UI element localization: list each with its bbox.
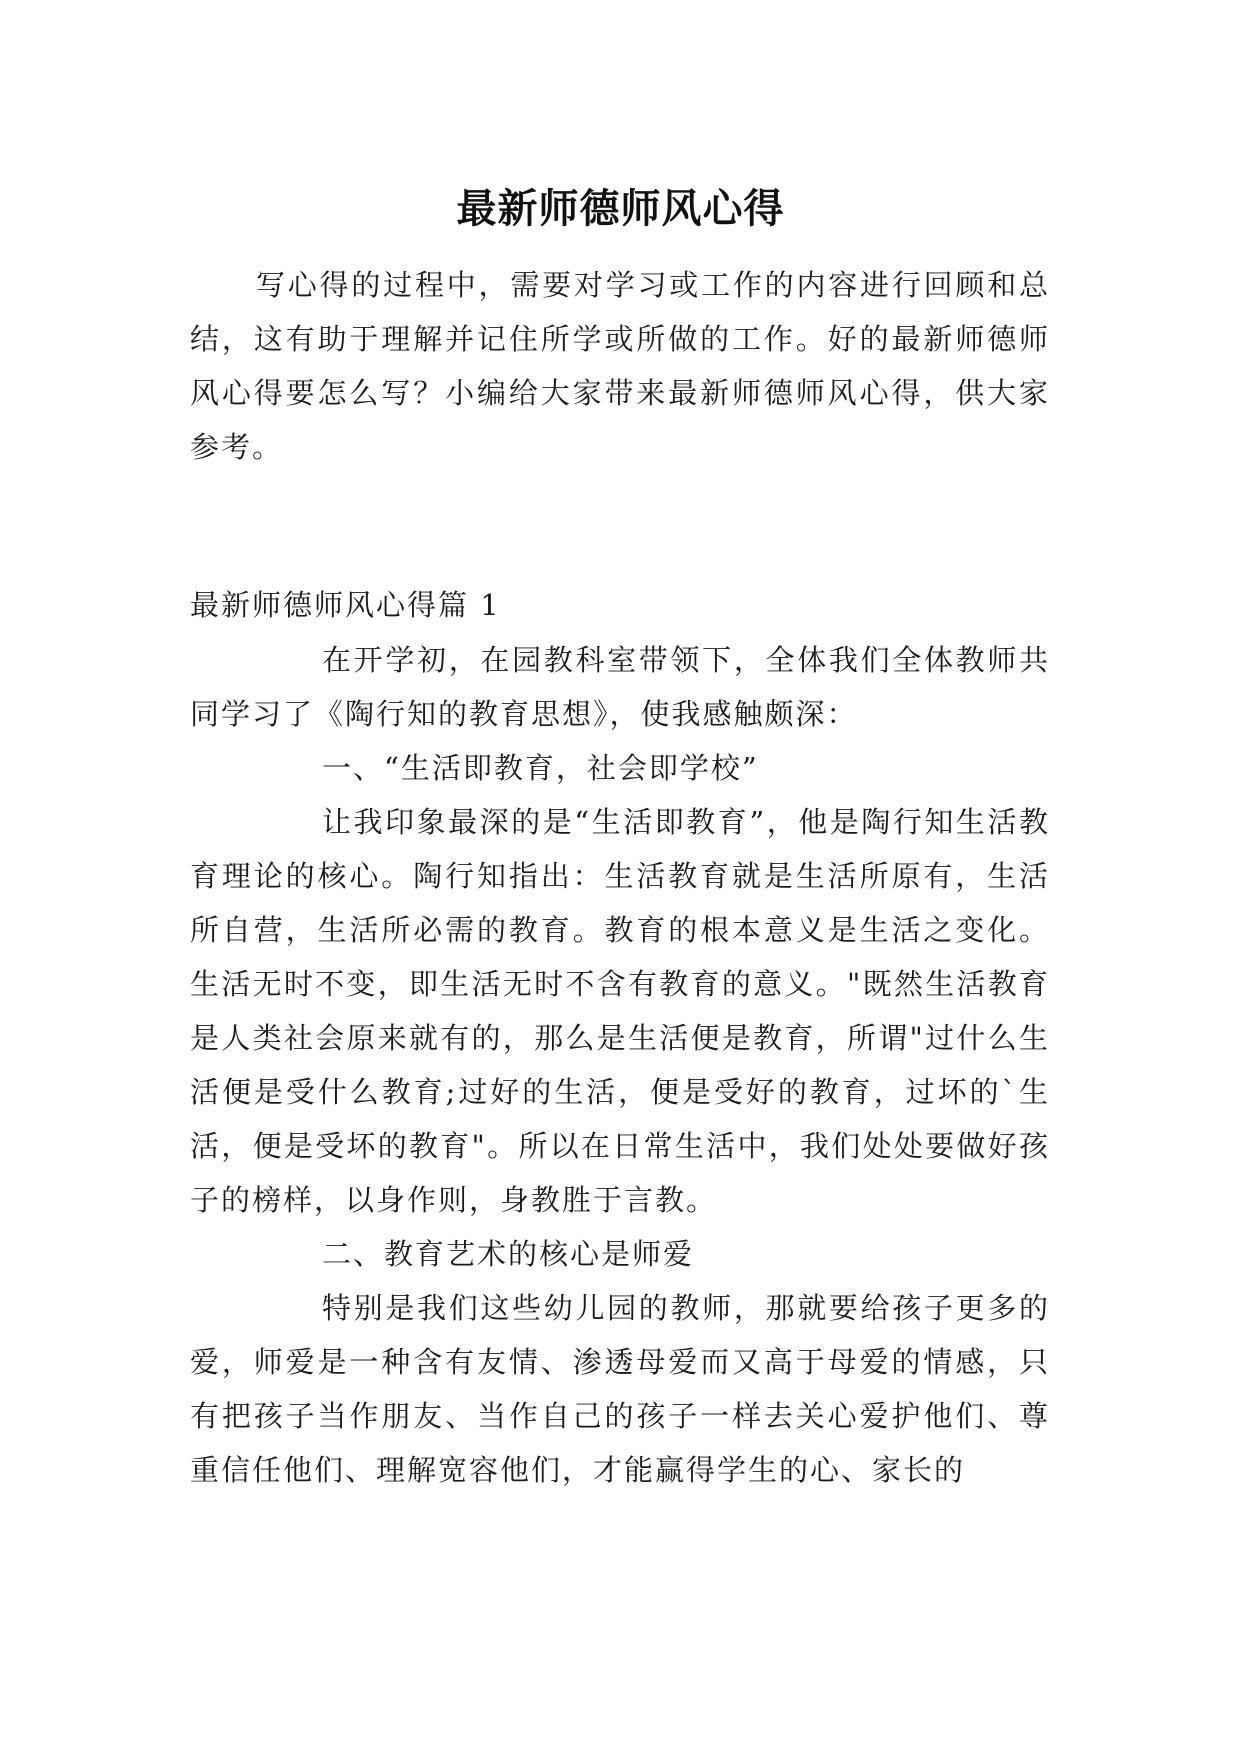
subheading: 二、教育艺术的核心是师爱 xyxy=(322,1237,695,1271)
paragraph: 让我印象最深的是“生活即教育”，他是陶行知生活教育理论的核心。陶行知指出：生活教育就是生活所原有，生活所自营，生活所必需的教育。教育的根本意义是生活之变化。生活无时不变，即生活无时不含有教育的意义。"既然生活教育是人类社会原来就有的，那么是生活便是教育，所谓"过什么生活便是受什么教育;过好的生活，便是受好的教育，过坏的`生活，便是受坏的教育"。所以在日常生活中，我们处处要做好孩子的榜样，以身作则，身教胜于言教。 xyxy=(190,805,1050,1217)
article-body xyxy=(190,633,1050,1497)
paragraph: 特别是我们这些幼儿园的教师，那就要给孩子更多的爱，师爱是一种含有友情、渗透母爱而又高于母爱的情感，只有把孩子当作朋友、当作自己的孩子一样去关心爱护他们、尊重信任他们、理解宽容他们，才能赢得学生的心、家长的 xyxy=(190,1291,1050,1487)
intro-paragraph: 写心得的过程中，需要对学习或工作的内容进行回顾和总结，这有助于理解并记住所学或所做的工作。好的最新师德师风心得要怎么写？小编给大家带来最新师德师风心得，供大家参考。 xyxy=(190,268,1050,464)
section-heading: 最新师德师风心得篇 1 xyxy=(190,588,501,622)
paragraph: 在开学初，在园教科室带领下，全体我们全体教师共同学习了《陶行知的教育思想》，使我感触颇深： xyxy=(190,643,1050,731)
document-title: 最新师德师风心得 xyxy=(456,185,785,232)
subheading: 一、“生活即教育，社会即学校” xyxy=(322,751,759,785)
